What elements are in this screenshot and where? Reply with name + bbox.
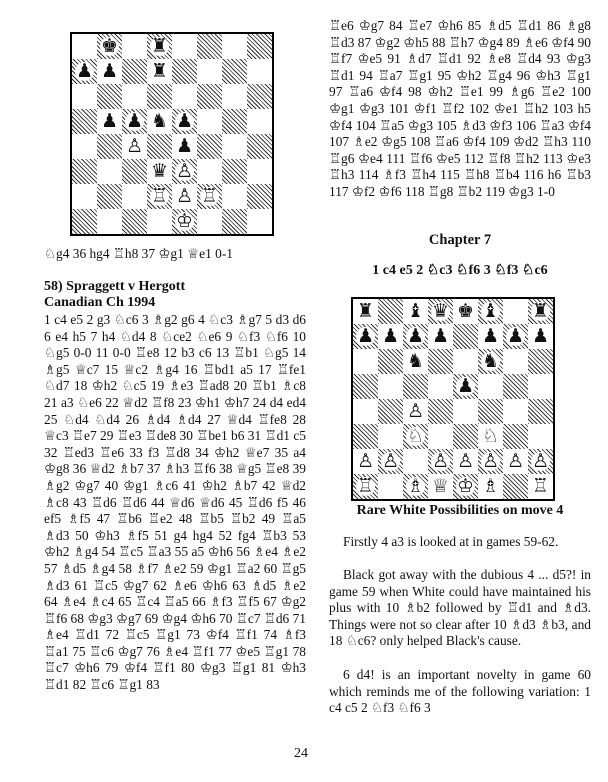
chess-piece-icon: ♞: [406, 350, 425, 372]
chess-piece-icon: ♙: [481, 450, 500, 472]
section-heading: Rare White Possibilities on move 4: [356, 503, 564, 518]
board-square: [503, 424, 528, 449]
board-square: [503, 374, 528, 399]
board-square: [247, 59, 272, 84]
chess-piece-icon: ♜: [150, 60, 169, 82]
chess-piece-icon: ♙: [356, 450, 375, 472]
paragraph-1: Firstly 4 a3 is looked at in games 59-62.: [343, 534, 559, 549]
board-square: [172, 134, 197, 159]
board-square: [378, 299, 403, 324]
board-square: [528, 324, 553, 349]
board-square: [428, 399, 453, 424]
board-square: [528, 424, 553, 449]
game-58-event: Canadian Ch 1994: [44, 295, 156, 310]
chess-piece-icon: ♖: [150, 185, 169, 207]
board-square: [147, 109, 172, 134]
chess-piece-icon: ♟: [75, 60, 94, 82]
chess-piece-icon: ♟: [456, 375, 475, 397]
board-square: [503, 324, 528, 349]
board-square: [478, 424, 503, 449]
board-square: [222, 209, 247, 234]
board-square: [353, 374, 378, 399]
board-square: [222, 109, 247, 134]
board-square: [478, 324, 503, 349]
page-number: 24: [294, 746, 308, 761]
chess-piece-icon: ♚: [456, 300, 475, 322]
chess-piece-icon: ♟: [100, 60, 119, 82]
board-square: [172, 159, 197, 184]
board-square: [503, 474, 528, 499]
board-square: [503, 349, 528, 374]
chess-diagram-1: [70, 32, 274, 236]
chess-piece-icon: ♞: [150, 110, 169, 132]
board-square: [353, 299, 378, 324]
board-square: [72, 34, 97, 59]
board-square: [353, 474, 378, 499]
board-square: [428, 299, 453, 324]
board-square: [453, 399, 478, 424]
board-square: [247, 134, 272, 159]
board-square: [428, 424, 453, 449]
chess-piece-icon: ♙: [431, 450, 450, 472]
board-square: [97, 59, 122, 84]
board-square: [72, 134, 97, 159]
board-square: [147, 59, 172, 84]
board-square: [72, 159, 97, 184]
board-square: [453, 424, 478, 449]
chess-piece-icon: ♙: [175, 185, 194, 207]
board-square: [403, 424, 428, 449]
board-square: [247, 34, 272, 59]
chess-piece-icon: ♔: [456, 475, 475, 497]
chess-piece-icon: ♕: [431, 475, 450, 497]
board-square: [97, 34, 122, 59]
board-square: [172, 59, 197, 84]
chess-piece-icon: ♚: [100, 35, 119, 57]
board-square: [122, 84, 147, 109]
board-square: [378, 474, 403, 499]
board-square: [172, 184, 197, 209]
board-square: [247, 159, 272, 184]
board-square: [353, 399, 378, 424]
board-square: [222, 59, 247, 84]
board-square: [122, 59, 147, 84]
board-square: [353, 324, 378, 349]
chess-piece-icon: ♟: [481, 325, 500, 347]
board-square: [403, 449, 428, 474]
board-square: [503, 449, 528, 474]
board-square: [428, 474, 453, 499]
board-square: [247, 84, 272, 109]
board-square: [122, 159, 147, 184]
board-square: [72, 109, 97, 134]
board-square: [147, 209, 172, 234]
chess-piece-icon: ♜: [531, 300, 550, 322]
board-square: [403, 349, 428, 374]
chess-piece-icon: ♜: [356, 300, 375, 322]
board-square: [428, 449, 453, 474]
board-square: [428, 349, 453, 374]
board-square: [197, 209, 222, 234]
board-square: [197, 109, 222, 134]
chess-piece-icon: ♟: [506, 325, 525, 347]
board-square: [197, 84, 222, 109]
board-square: [172, 209, 197, 234]
board-square: [503, 299, 528, 324]
chess-piece-icon: ♗: [406, 475, 425, 497]
chess-piece-icon: ♖: [531, 475, 550, 497]
board-square: [222, 159, 247, 184]
board-square: [453, 474, 478, 499]
board-square: [122, 209, 147, 234]
board-square: [197, 34, 222, 59]
chess-piece-icon: ♙: [406, 400, 425, 422]
board-square: [503, 399, 528, 424]
board-square: [528, 449, 553, 474]
chess-piece-icon: ♝: [406, 300, 425, 322]
board-square: [147, 159, 172, 184]
chess-piece-icon: ♖: [356, 475, 375, 497]
chess-piece-icon: ♙: [506, 450, 525, 472]
board-square: [378, 449, 403, 474]
board-square: [197, 184, 222, 209]
board-square: [222, 134, 247, 159]
chess-piece-icon: ♝: [481, 300, 500, 322]
board-square: [403, 474, 428, 499]
board-square: [353, 449, 378, 474]
board-square: [72, 209, 97, 234]
board-square: [453, 349, 478, 374]
board-square: [97, 84, 122, 109]
board-square: [528, 299, 553, 324]
chess-piece-icon: ♛: [150, 160, 169, 182]
chess-piece-icon: ♞: [481, 350, 500, 372]
chapter-heading: Chapter 7: [428, 232, 492, 248]
diagram1-continuation: ♘g4 36 hg4 ♖h8 37 ♔g1 ♕e1 0-1: [44, 246, 233, 261]
board-square: [478, 374, 503, 399]
board-square: [378, 349, 403, 374]
chess-piece-icon: ♗: [481, 475, 500, 497]
chess-piece-icon: ♟: [100, 110, 119, 132]
board-square: [247, 209, 272, 234]
chess-piece-icon: ♟: [175, 135, 194, 157]
board-square: [72, 184, 97, 209]
board-square: [378, 324, 403, 349]
board-square: [172, 84, 197, 109]
board-square: [478, 474, 503, 499]
board-square: [378, 399, 403, 424]
chess-piece-icon: ♙: [456, 450, 475, 472]
chess-piece-icon: ♖: [200, 185, 219, 207]
chess-piece-icon: ♟: [406, 325, 425, 347]
chess-piece-icon: ♟: [125, 110, 144, 132]
board-square: [247, 184, 272, 209]
board-square: [147, 34, 172, 59]
chess-piece-icon: ♘: [406, 425, 425, 447]
chess-piece-icon: ♙: [531, 450, 550, 472]
board-square: [197, 59, 222, 84]
chess-piece-icon: ♟: [381, 325, 400, 347]
board-square: [97, 209, 122, 234]
chess-piece-icon: ♟: [431, 325, 450, 347]
board-square: [428, 324, 453, 349]
board-square: [453, 374, 478, 399]
board-square: [378, 374, 403, 399]
board-square: [97, 184, 122, 209]
paragraph-2: Black got away with the dubious 4 ... d5?! in game 59 when White could have maintained his plus with 10 ♗b2 followed by ♖d1 and ♗d3. Things were not so clear after 10 ♗d3 ♗b3, and 18 ♘c6? only helped Black's cause.: [329, 567, 591, 649]
board-square: [122, 184, 147, 209]
chess-piece-icon: ♔: [175, 210, 194, 232]
board-square: [403, 399, 428, 424]
chess-piece-icon: ♙: [125, 135, 144, 157]
board-square: [147, 84, 172, 109]
chess-piece-icon: ♟: [175, 110, 194, 132]
board-square: [403, 324, 428, 349]
chess-piece-icon: ♛: [431, 300, 450, 322]
board-square: [72, 84, 97, 109]
board-square: [247, 109, 272, 134]
board-square: [97, 159, 122, 184]
game-58-moves-continued: ♖e6 ♔g7 84 ♖e7 ♔h6 85 ♗d5 ♖d1 86 ♗g8 ♖d3 87 ♔g2 ♔h5 88 ♖h7 ♔g4 89 ♗e6 ♔f4 90 ♖f7 ♔e5 91 ♗d7 ♖d1 92 ♗e8 ♖d4 93 ♔g3 ♖d1 94 ♖a7 ♖g1 95 ♔h2 ♖g4 96 ♔h3 ♖g1 97 ♖a6 ♔f4 98 ♔h2 ♖e1 99 ♗g6 ♖e2 100 ♔g1 ♔g3 101 ♔f1 ♖f2 102 ♔e1 ♖h2 103 h5 ♔f4 104 ♖a5 ♔g3 105 ♗d3 ♔f3 106 ♖a3 ♔f4 107 ♗e2 ♔g5 108 ♖a6 ♔f4 109 ♔d2 ♖h3 110 ♖g6 ♔e4 111 ♖f6 ♔e5 112 ♖f8 ♖h2 113 ♔e3 ♖h3 114 ♗f3 ♖h4 115 ♖h8 ♖b4 116 h6 ♖b3 117 ♔f2 ♔f6 118 ♖g8 ♖b2 119 ♔g3 1-0: [329, 18, 591, 199]
board-square: [478, 349, 503, 374]
board-square: [478, 399, 503, 424]
board-square: [528, 349, 553, 374]
board-square: [197, 134, 222, 159]
board-square: [72, 59, 97, 84]
board-square: [528, 474, 553, 499]
chess-piece-icon: ♟: [531, 325, 550, 347]
board-square: [453, 324, 478, 349]
board-square: [147, 134, 172, 159]
chess-piece-icon: ♙: [381, 450, 400, 472]
board-square: [528, 399, 553, 424]
board-square: [528, 374, 553, 399]
chess-piece-icon: ♟: [356, 325, 375, 347]
board-square: [353, 424, 378, 449]
board-square: [478, 449, 503, 474]
board-square: [222, 84, 247, 109]
board-square: [122, 34, 147, 59]
board-square: [453, 299, 478, 324]
board-square: [172, 109, 197, 134]
board-square: [428, 374, 453, 399]
board-square: [147, 184, 172, 209]
chess-piece-icon: ♘: [481, 425, 500, 447]
board-square: [122, 134, 147, 159]
board-square: [222, 34, 247, 59]
game-58-moves: 1 c4 e5 2 g3 ♘c6 3 ♗g2 g6 4 ♘c3 ♗g7 5 d3 d6 6 e4 h5 7 h4 ♘d4 8 ♘ce2 ♘e6 9 ♘f3 ♘f6 10 ♘g5 0-0 11 0-0 ♖e8 12 b3 c6 13 ♖b1 ♘g5 14 ♗g5 ♕c7 15 ♕c2 ♗g4 16 ♖bd1 a5 17 ♖fe1 ♘d7 18 ♔h2 ♘c5 19 ♗e3 ♖ad8 20 ♖b1 ♗c8 21 a3 ♘e6 22 ♕d2 ♖f8 23 ♔h1 ♔h7 24 d4 ed4 25 ♘d4 ♘d4 26 ♗d4 ♗d4 27 ♕d4 ♖fe8 28 ♕c3 ♖e7 29 ♖e3 ♖de8 30 ♖be1 b6 31 ♖d1 c5 32 ♖ed3 ♖e6 33 f3 ♖d8 34 ♔h2 ♕e7 35 a4 ♔g8 36 ♕d2 ♗b7 37 ♗h3 ♖f6 38 ♕g5 ♖e8 39 ♗g2 ♔g7 40 ♔g1 ♗c6 41 ♔h2 ♗b7 42 ♕d2 ♗c8 43 ♖d6 ♖d6 44 ♕d6 ♕d6 45 ♖d6 f5 46 ef5 ♗f5 47 ♖b6 ♖e2 48 ♖b5 ♖b2 49 ♖a5 ♗d3 50 ♔h3 ♗f5 51 g4 hg4 52 fg4 ♖b3 53 ♔h2 ♗g4 54 ♖c5 ♖a3 55 a5 ♔h6 56 ♗e4 ♗e2 57 ♗d5 ♗g4 58 ♗f7 ♗e2 59 ♔g1 ♖a2 60 ♖g5 ♗d3 61 ♖c5 ♔g7 62 ♗e6 ♔h6 63 ♗d5 ♗e2 64 ♗e4 ♗c4 65 ♖c4 ♖a5 66 ♗f3 ♖f5 67 ♔g2 ♖f6 68 ♔g3 ♔g7 69 ♔g4 ♔h6 70 ♖c7 ♖d6 71 ♗e4 ♖d1 72 ♖c5 ♖g1 73 ♔f4 ♖f1 74 ♗f3 ♖a1 75 ♖c6 ♔g7 76 ♗e4 ♖f1 77 ♔e5 ♖g1 78 ♖c7 ♔h6 79 ♔f4 ♖f1 80 ♔g3 ♖g1 81 ♔h3 ♖d1 82 ♖c6 ♖g1 83: [44, 312, 306, 693]
board-square: [197, 159, 222, 184]
board-square: [403, 374, 428, 399]
chess-piece-icon: ♜: [150, 35, 169, 57]
board-square: [378, 424, 403, 449]
board-square: [172, 34, 197, 59]
paragraph-3: 6 d4! is an important novelty in game 60 which reminds me of the following variation: 1 c4 c5 2 ♘f3 ♘f6 3: [329, 667, 591, 716]
board-square: [97, 109, 122, 134]
chess-piece-icon: ♙: [175, 160, 194, 182]
chapter-opening-moves: 1 c4 e5 2 ♘c3 ♘f6 3 ♘f3 ♘c6: [372, 263, 548, 278]
board-square: [97, 134, 122, 159]
board-square: [222, 184, 247, 209]
board-square: [353, 349, 378, 374]
board-square: [478, 299, 503, 324]
board-square: [453, 449, 478, 474]
chess-diagram-2: [351, 297, 555, 501]
board-square: [403, 299, 428, 324]
board-square: [122, 109, 147, 134]
game-58-title: 58) Spraggett v Hergott: [44, 279, 186, 294]
